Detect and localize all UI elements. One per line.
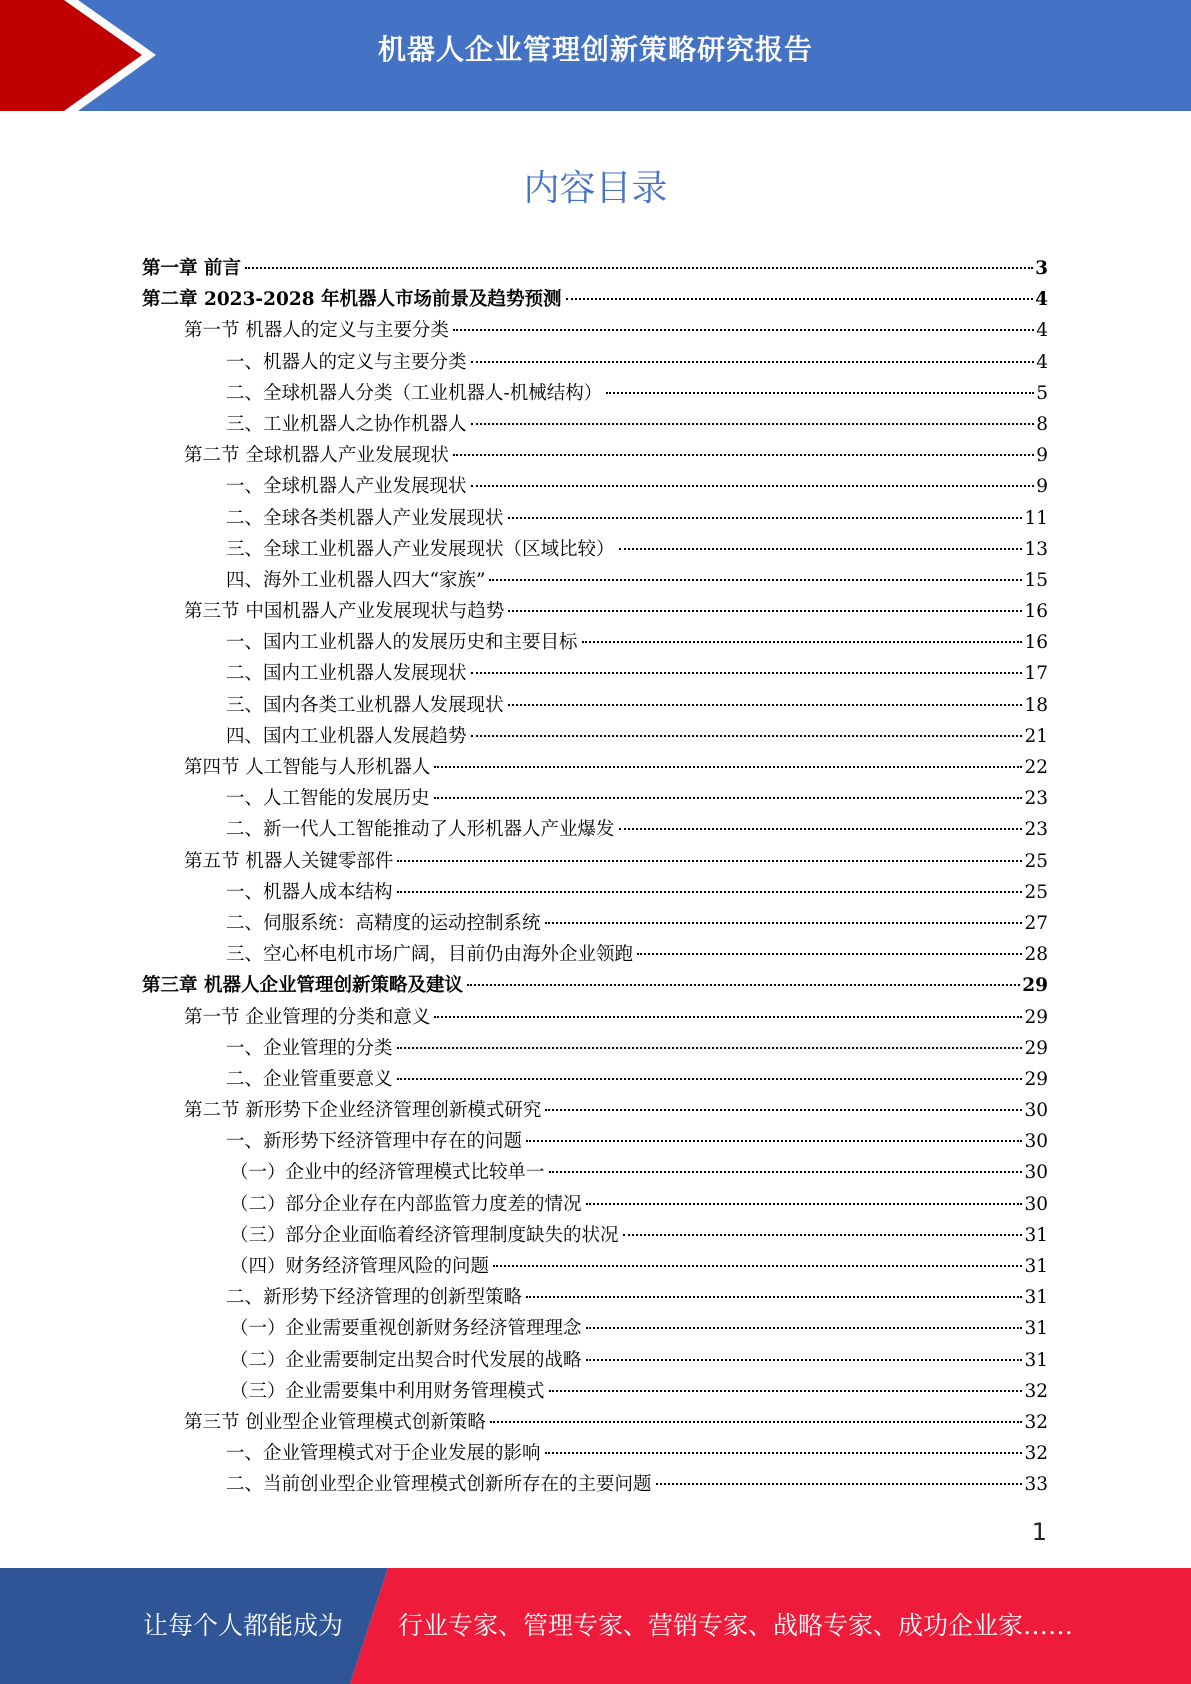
toc-entry-title: 一、新形势下经济管理中存在的问题 [226, 1131, 523, 1153]
toc-entry[interactable] [142, 752, 1048, 783]
toc-entry[interactable] [142, 1126, 1048, 1157]
toc-dot-leader [434, 797, 1023, 799]
toc-entry[interactable] [142, 1313, 1048, 1344]
toc-entry[interactable] [142, 846, 1048, 877]
toc-entry[interactable] [142, 565, 1048, 596]
toc-dot-leader [489, 579, 1022, 581]
toc-entry-page: 29 [1022, 975, 1048, 997]
toc-entry-title: 第五节 机器人关键零部件 [184, 850, 394, 872]
toc-entry-title: （二）企业需要制定出契合时代发展的战略 [230, 1349, 582, 1371]
toc-dot-leader [471, 672, 1023, 674]
toc-dot-leader [471, 423, 1035, 425]
toc-entry[interactable] [142, 1282, 1048, 1313]
table-of-contents [142, 253, 1048, 1501]
toc-entry[interactable] [142, 315, 1048, 346]
toc-dot-leader [508, 610, 1022, 612]
toc-entry-page: 25 [1024, 881, 1048, 903]
toc-entry[interactable] [142, 1251, 1048, 1282]
toc-entry-title: 第三节 中国机器人产业发展现状与趋势 [184, 601, 505, 623]
report-title: 机器人企业管理创新策略研究报告 [377, 33, 813, 66]
toc-dot-leader [490, 1421, 1023, 1423]
toc-entry-page: 15 [1024, 569, 1048, 591]
toc-entry[interactable] [142, 970, 1048, 1001]
toc-entry-title: （三）企业需要集中利用财务管理模式 [230, 1380, 545, 1402]
toc-entry-title: 一、企业管理的分类 [226, 1037, 393, 1059]
toc-entry[interactable] [142, 596, 1048, 627]
toc-dot-leader [471, 485, 1035, 487]
toc-entry-title: 二、伺服系统：高精度的运动控制系统 [226, 912, 541, 934]
toc-entry[interactable] [142, 1002, 1048, 1033]
toc-entry-page: 29 [1024, 1006, 1048, 1028]
toc-entry-title: 第一节 机器人的定义与主要分类 [184, 320, 449, 342]
toc-entry-title: 一、企业管理模式对于企业发展的影响 [226, 1443, 541, 1465]
toc-entry-title: 一、机器人成本结构 [226, 881, 393, 903]
toc-entry-page: 4 [1036, 351, 1048, 373]
toc-dot-leader [493, 1265, 1022, 1267]
toc-entry-page: 30 [1024, 1162, 1048, 1184]
toc-entry-page: 32 [1024, 1380, 1048, 1402]
toc-entry[interactable] [142, 253, 1048, 284]
toc-entry[interactable] [142, 908, 1048, 939]
toc-entry[interactable] [142, 1095, 1048, 1126]
toc-dot-leader [582, 641, 1023, 643]
toc-entry-page: 33 [1024, 1474, 1048, 1496]
toc-entry-title: 四、海外工业机器人四大“家族” [226, 569, 486, 591]
toc-entry-page: 16 [1024, 632, 1048, 654]
toc-entry-page: 5 [1036, 382, 1048, 404]
toc-entry-page: 16 [1024, 601, 1048, 623]
toc-entry[interactable] [142, 658, 1048, 689]
toc-entry-page: 32 [1024, 1411, 1048, 1433]
toc-entry-page: 29 [1024, 1068, 1048, 1090]
toc-entry-title: 一、机器人的定义与主要分类 [226, 351, 467, 373]
toc-entry-title: 第一章 前言 [142, 258, 241, 279]
toc-entry-page: 4 [1036, 320, 1048, 342]
toc-entry-page: 21 [1024, 725, 1048, 747]
footer-band [0, 1568, 1191, 1684]
toc-entry[interactable] [142, 503, 1048, 534]
toc-entry-title: （二）部分企业存在内部监管力度差的情况 [230, 1193, 582, 1215]
toc-entry-title: 二、当前创业型企业管理模式创新所存在的主要问题 [226, 1474, 652, 1496]
toc-entry[interactable] [142, 1376, 1048, 1407]
toc-entry-page: 8 [1036, 413, 1048, 435]
footer-slogan-right: 行业专家、管理专家、营销专家、战略专家、成功企业家…… [398, 1611, 1074, 1640]
toc-dot-leader [434, 1016, 1022, 1018]
toc-entry-title: 第二节 新形势下企业经济管理创新模式研究 [184, 1100, 542, 1122]
toc-entry-page: 27 [1024, 912, 1048, 934]
toc-dot-leader [637, 953, 1022, 955]
toc-entry-title: （一）企业需要重视创新财务经济管理理念 [230, 1318, 582, 1340]
toc-entry-title: （四）财务经济管理风险的问题 [230, 1256, 490, 1277]
toc-entry-title: 三、工业机器人之协作机器人 [226, 413, 467, 435]
toc-entry-title: 二、全球机器人分类（工业机器人-机械结构） [226, 382, 603, 404]
toc-dot-leader [434, 766, 1022, 768]
toc-entry-page: 13 [1024, 538, 1048, 560]
toc-dot-leader [623, 1234, 1023, 1236]
toc-dot-leader [606, 392, 1034, 394]
toc-entry[interactable] [142, 471, 1048, 502]
toc-entry[interactable] [142, 1220, 1048, 1251]
toc-entry-title: 二、全球各类机器人产业发展现状 [226, 507, 504, 529]
toc-dot-leader [453, 454, 1034, 456]
toc-entry-title: 二、新一代人工智能推动了人形机器人产业爆发 [226, 819, 615, 841]
toc-dot-leader [656, 1483, 1023, 1485]
page-number: 1 [1031, 1518, 1047, 1546]
toc-entry-title: （一）企业中的经济管理模式比较单一 [230, 1162, 545, 1184]
toc-entry[interactable] [142, 690, 1048, 721]
toc-dot-leader [586, 1203, 1023, 1205]
toc-entry-page: 31 [1024, 1287, 1048, 1309]
toc-entry-page: 23 [1024, 819, 1048, 841]
toc-dot-leader [471, 735, 1023, 737]
toc-entry[interactable] [142, 1157, 1048, 1188]
toc-dot-leader [508, 517, 1023, 519]
toc-dot-leader [566, 298, 1034, 300]
toc-entry[interactable] [142, 939, 1048, 970]
toc-entry-page: 31 [1024, 1318, 1048, 1340]
toc-entry[interactable] [142, 1064, 1048, 1095]
toc-dot-leader [508, 704, 1023, 706]
toc-entry[interactable] [142, 378, 1048, 409]
toc-entry-page: 29 [1024, 1037, 1048, 1059]
toc-entry[interactable] [142, 1469, 1048, 1500]
toc-entry[interactable] [142, 284, 1048, 315]
toc-dot-leader [397, 891, 1023, 893]
toc-entry[interactable] [142, 627, 1048, 658]
toc-entry-page: 3 [1035, 258, 1048, 279]
toc-entry-title: 三、空心杯电机市场广阔，目前仍由海外企业领跑 [226, 944, 634, 966]
toc-entry-page: 31 [1024, 1224, 1048, 1246]
toc-dot-leader [549, 1390, 1023, 1392]
toc-dot-leader [586, 1327, 1023, 1329]
toc-dot-leader [467, 984, 1020, 986]
toc-entry-page: 18 [1024, 694, 1048, 716]
toc-entry-title: 二、国内工业机器人发展现状 [226, 663, 467, 685]
toc-entry[interactable] [142, 1033, 1048, 1064]
toc-entry-page: 4 [1035, 289, 1048, 311]
toc-dot-leader [545, 1452, 1023, 1454]
toc-entry-title: 第一节 企业管理的分类和意义 [184, 1006, 431, 1028]
toc-entry-page: 28 [1024, 944, 1048, 966]
toc-entry-page: 17 [1024, 663, 1048, 685]
toc-entry-title: 二、新形势下经济管理的创新型策略 [226, 1287, 523, 1309]
toc-entry-page: 32 [1024, 1443, 1048, 1465]
footer-slogan-left: 让每个人都能成为 [143, 1611, 344, 1640]
toc-entry[interactable] [142, 814, 1048, 845]
toc-entry[interactable] [142, 1407, 1048, 1438]
toc-entry[interactable] [142, 877, 1048, 908]
toc-entry-title: （三）部分企业面临着经济管理制度缺失的状况 [230, 1224, 619, 1246]
toc-entry[interactable] [142, 534, 1048, 565]
toc-entry-title: 四、国内工业机器人发展趋势 [226, 725, 467, 747]
toc-entry[interactable] [142, 721, 1048, 752]
toc-entry[interactable] [142, 1345, 1048, 1376]
toc-entry-page: 9 [1036, 476, 1048, 498]
toc-dot-leader [545, 922, 1023, 924]
toc-entry-title: 一、全球机器人产业发展现状 [226, 476, 467, 498]
toc-dot-leader [549, 1171, 1023, 1173]
header-band [0, 0, 1191, 111]
toc-entry-page: 9 [1036, 445, 1048, 467]
toc-dot-leader [471, 361, 1035, 363]
toc-entry-page: 23 [1024, 788, 1048, 810]
toc-entry-page: 30 [1024, 1100, 1048, 1122]
toc-entry-title: 第四节 人工智能与人形机器人 [184, 757, 431, 778]
toc-dot-leader [526, 1296, 1022, 1298]
toc-entry-title: 三、国内各类工业机器人发展现状 [226, 694, 504, 716]
toc-entry[interactable] [142, 1189, 1048, 1220]
toc-entry-title: 二、企业管重要意义 [226, 1068, 393, 1090]
toc-entry-page: 31 [1024, 1256, 1048, 1277]
toc-entry-page: 22 [1024, 757, 1048, 778]
toc-dot-leader [397, 1078, 1023, 1080]
toc-heading: 内容目录 [523, 168, 668, 209]
toc-dot-leader [453, 329, 1034, 331]
toc-entry-page: 31 [1024, 1349, 1048, 1371]
toc-entry[interactable] [142, 440, 1048, 471]
toc-entry[interactable] [142, 1438, 1048, 1469]
toc-entry-title: 第二章 2023-2028 年机器人市场前景及趋势预测 [142, 289, 562, 311]
toc-dot-leader [619, 828, 1023, 830]
toc-entry-title: 三、全球工业机器人产业发展现状（区域比较） [226, 538, 615, 560]
toc-dot-leader [545, 1109, 1022, 1111]
toc-entry-page: 25 [1024, 850, 1048, 872]
toc-entry-title: 一、人工智能的发展历史 [226, 788, 430, 810]
toc-dot-leader [586, 1359, 1023, 1361]
toc-entry-title: 一、国内工业机器人的发展历史和主要目标 [226, 632, 578, 654]
toc-dot-leader [526, 1140, 1022, 1142]
toc-entry[interactable] [142, 409, 1048, 440]
toc-entry-page: 30 [1024, 1193, 1048, 1215]
toc-entry[interactable] [142, 783, 1048, 814]
toc-entry-page: 11 [1024, 507, 1048, 529]
toc-entry-title: 第三章 机器人企业管理创新策略及建议 [142, 975, 463, 997]
toc-dot-leader [397, 1047, 1023, 1049]
toc-dot-leader [245, 267, 1033, 269]
toc-entry-page: 30 [1024, 1131, 1048, 1153]
toc-entry[interactable] [142, 347, 1048, 378]
toc-entry-title: 第三节 创业型企业管理模式创新策略 [184, 1411, 486, 1433]
toc-entry-title: 第二节 全球机器人产业发展现状 [184, 445, 449, 467]
toc-dot-leader [619, 548, 1023, 550]
toc-dot-leader [397, 860, 1022, 862]
